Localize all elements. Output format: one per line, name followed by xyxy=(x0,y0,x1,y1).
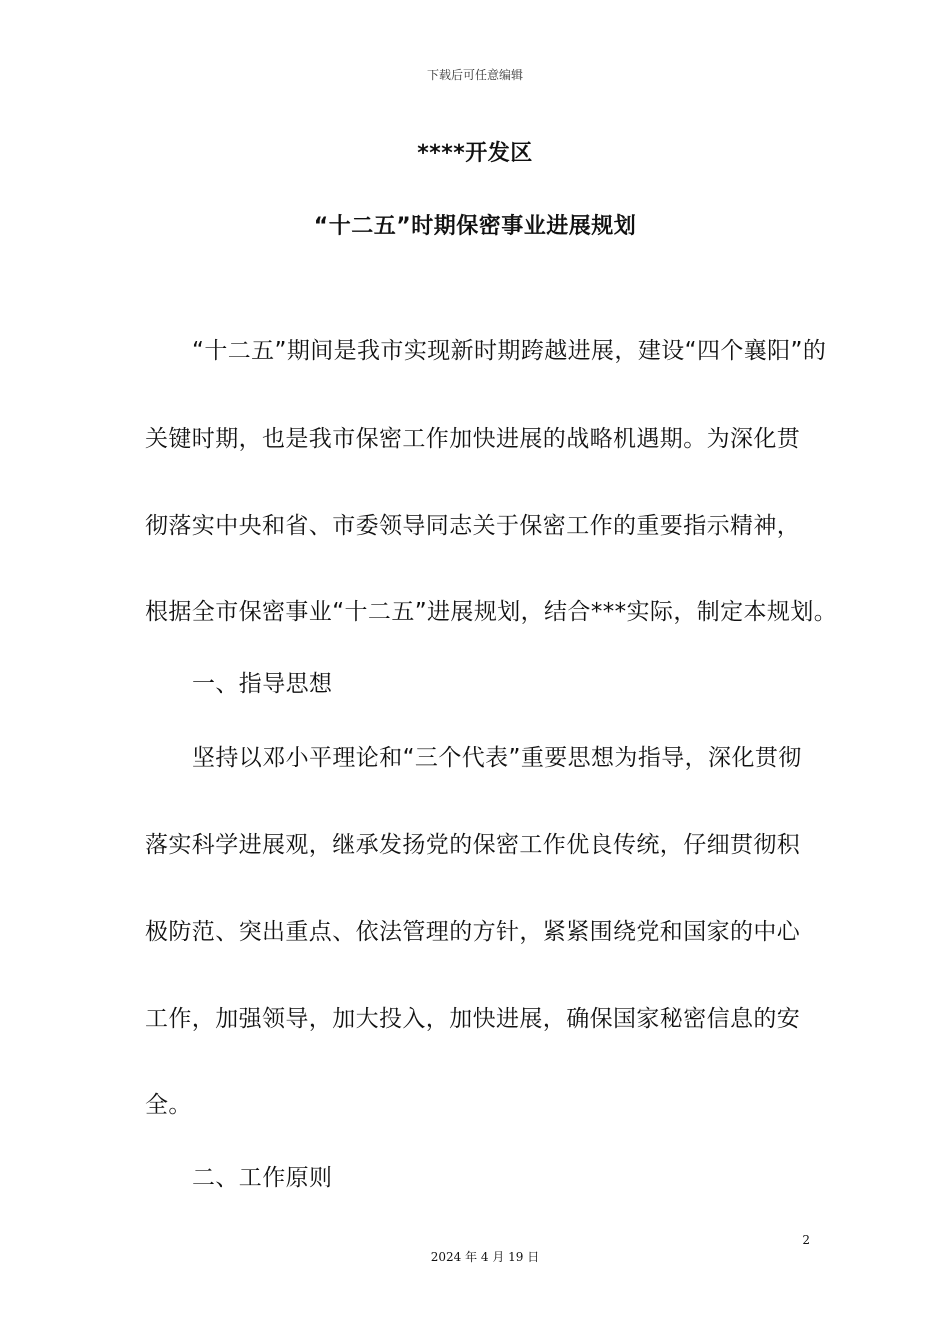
paragraph-guiding-line-3: 极防范、突出重点、依法管理的方针，紧紧围绕党和国家的中心 xyxy=(145,919,801,945)
paragraph-guiding-line-5: 全。 xyxy=(145,1092,192,1118)
paragraph-guiding-line-1: 坚持以邓小平理论和“三个代表”重要思想为指导，深化贯彻 xyxy=(192,745,802,771)
page-number: 2 xyxy=(802,1233,810,1247)
document-title-line-1: ****开发区 xyxy=(417,141,533,166)
paragraph-intro-line-3: 彻落实中央和省、市委领导同志关于保密工作的重要指示精神， xyxy=(145,513,801,539)
paragraph-intro-line-4: 根据全市保密事业“十二五”进展规划，结合***实际，制定本规划。 xyxy=(145,599,838,625)
section-heading-guiding-thought: 一、指导思想 xyxy=(192,671,333,697)
footer-date: 2024 年 4 月 19 日 xyxy=(430,1250,540,1264)
paragraph-intro-line-2: 关键时期，也是我市保密工作加快进展的战略机遇期。为深化贯 xyxy=(145,426,801,452)
paragraph-guiding-line-2: 落实科学进展观，继承发扬党的保密工作优良传统，仔细贯彻积 xyxy=(145,832,801,858)
document-title-line-2: “十二五”时期保密事业进展规划 xyxy=(313,214,637,239)
section-heading-work-principles: 二、工作原则 xyxy=(192,1165,333,1191)
paragraph-guiding-line-4: 工作，加强领导，加大投入，加快进展，确保国家秘密信息的安 xyxy=(145,1006,801,1032)
paragraph-intro-line-1: “十二五”期间是我市实现新时期跨越进展，建设“四个襄阳”的 xyxy=(192,338,827,364)
page-header-note: 下载后可任意编辑 xyxy=(426,68,523,82)
